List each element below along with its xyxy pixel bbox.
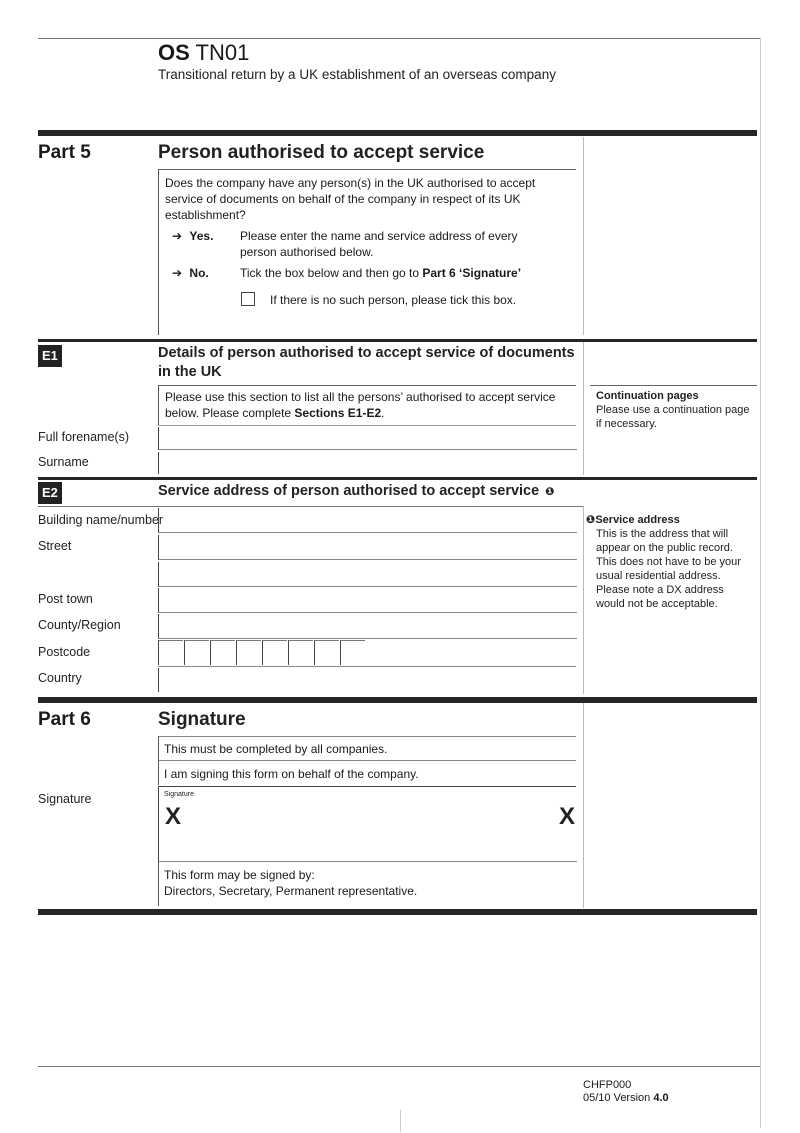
- surname-label: Surname: [38, 455, 89, 469]
- street-field-line2[interactable]: [158, 562, 577, 587]
- checkbox-label: If there is no such person, please tick this box.: [270, 293, 517, 307]
- form-code: OS TN01: [158, 40, 250, 65]
- country-field[interactable]: [158, 668, 577, 692]
- arrow-right-icon: ➔: [172, 266, 183, 280]
- postcode-label: Postcode: [38, 645, 91, 659]
- sidebar-divider: [583, 506, 584, 694]
- part6-line2: I am signing this form on behalf of the company.: [164, 767, 419, 781]
- rule: [158, 862, 159, 906]
- arrow-right-icon: ➔: [172, 229, 183, 243]
- postcode-char-box[interactable]: [158, 640, 183, 665]
- e2-tag: E2: [38, 482, 62, 504]
- footer-version: CHFP000 05/10 Version 4.0: [583, 1079, 669, 1104]
- no-person-checkbox[interactable]: [241, 292, 255, 306]
- section-rule: [38, 339, 757, 342]
- sidebar-divider: [583, 342, 584, 475]
- part5-title: Person authorised to accept service: [158, 142, 485, 163]
- rule: [158, 385, 576, 386]
- post-town-field[interactable]: [158, 588, 577, 613]
- rule: [38, 506, 583, 507]
- rule: [158, 169, 576, 170]
- forenames-field[interactable]: [158, 427, 577, 450]
- rule: [158, 760, 576, 761]
- section-rule: [38, 130, 757, 136]
- building-field[interactable]: [158, 508, 577, 533]
- no-text: Tick the box below and then go to Part 6 ‘Signature’: [240, 266, 522, 280]
- surname-field[interactable]: [158, 452, 577, 474]
- county-field[interactable]: [158, 614, 577, 639]
- part6-line1: This must be completed by all companies.: [164, 742, 388, 756]
- e2-title: Service address of person authorised to accept service ❶: [158, 483, 555, 499]
- yes-text: Please enter the name and service address of every person authorised below.: [240, 229, 518, 259]
- sidebar-divider: [583, 137, 584, 335]
- section-rule: [38, 477, 757, 480]
- postcode-char-box[interactable]: [288, 640, 313, 665]
- section-rule: [38, 909, 757, 915]
- info-icon: ❶: [586, 514, 596, 526]
- footer-rule: [38, 1066, 760, 1067]
- part5-question: Does the company have any person(s) in the UK authorised to accept service of documents on behalf of the company in respect of its UK establishment?: [165, 176, 536, 222]
- post-town-label: Post town: [38, 592, 93, 606]
- form-subtitle: Transitional return by a UK establishment of an overseas company: [158, 67, 556, 82]
- part6-label: Part 6: [38, 709, 91, 730]
- postcode-char-box[interactable]: [184, 640, 209, 665]
- country-label: Country: [38, 671, 82, 685]
- page-fold: [400, 1110, 401, 1132]
- rule: [158, 425, 576, 426]
- service-address-note: ❶Service address This is the address that will appear on the public record. This does not have to be your usual residential address. Please note a DX address would not be acceptable.: [586, 514, 741, 610]
- e1-title: Details of person authorised to accept service of documents in the UK: [158, 345, 575, 380]
- signature-field[interactable]: [158, 787, 577, 862]
- e1-instruction: Please use this section to list all the persons’ authorised to accept service below. Please complete Sections E1-E2.: [165, 390, 556, 420]
- street-label: Street: [38, 539, 72, 553]
- info-icon: ❶: [545, 486, 555, 498]
- building-label: Building name/number: [38, 513, 164, 527]
- no-option: ➔ No.: [172, 266, 209, 280]
- postcode-char-box[interactable]: [340, 640, 365, 665]
- rule: [158, 666, 576, 667]
- continuation-note: Continuation pages Please use a continuation page if necessary.: [596, 390, 750, 430]
- sidebar-divider: [583, 703, 584, 908]
- part5-label: Part 5: [38, 142, 91, 163]
- forenames-label: Full forename(s): [38, 430, 129, 444]
- signed-by-note: This form may be signed by: Directors, Secretary, Permanent representative.: [164, 868, 418, 898]
- postcode-char-box[interactable]: [210, 640, 235, 665]
- yes-option: ➔ Yes.: [172, 229, 214, 243]
- rule: [590, 385, 757, 386]
- section-rule: [38, 697, 757, 703]
- rule: [158, 736, 576, 737]
- postcode-char-box[interactable]: [236, 640, 261, 665]
- rule: [158, 736, 159, 760]
- rule: [158, 169, 159, 335]
- postcode-char-box[interactable]: [314, 640, 339, 665]
- signature-end-mark: X: [559, 803, 576, 830]
- signature-start-mark: X: [165, 803, 182, 830]
- top-rule: [38, 38, 760, 39]
- street-field[interactable]: [158, 535, 577, 560]
- county-label: County/Region: [38, 618, 121, 632]
- e1-tag: E1: [38, 345, 62, 367]
- part6-title: Signature: [158, 709, 246, 730]
- rule: [158, 385, 159, 425]
- postcode-char-box[interactable]: [262, 640, 287, 665]
- signature-caption: Signature: [164, 791, 194, 798]
- signature-label: Signature: [38, 792, 92, 806]
- right-edge: [760, 38, 761, 1128]
- rule: [158, 760, 159, 785]
